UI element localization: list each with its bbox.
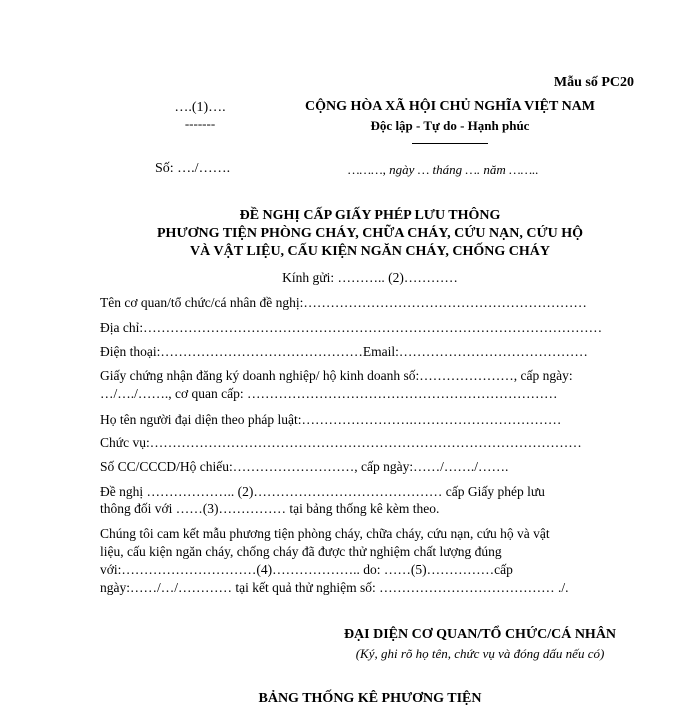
document-title-line-3: VÀ VẬT LIỆU, CẤU KIỆN NGĂN CHÁY, CHỐNG CHÁY [190, 244, 550, 259]
form-code: Mẫu số PC20 [553, 75, 634, 90]
address-field: Địa chỉ:………………………………………………………………………………………… [100, 320, 603, 335]
document-number: Số: …./……. [155, 161, 231, 176]
commitment-line-2: liệu, cấu kiện ngăn cháy, chống cháy đã được thử nghiệm chất lượng đúng [100, 544, 502, 559]
commitment-line-4: ngày:……/…/………… tại kết quả thử nghiệm số: ………………………………… ./. [100, 580, 569, 595]
national-motto: Độc lập - Tự do - Hạnh phúc [370, 118, 530, 133]
phone-email-field: Điện thoại:………………………………………Email:…………………………………… [100, 344, 588, 359]
document-title-line-2: PHƯƠNG TIỆN PHÒNG CHÁY, CHỮA CHÁY, CỨU NẠN, CỨU HỘ [157, 226, 583, 241]
request-line-2: thông đối với ……(3)…………… tại bảng thống kê kèm theo. [100, 501, 440, 516]
issue-date: ………, ngày … tháng …. năm …….. [348, 162, 539, 177]
commitment-line-3: với:…………………………(4)……………….. do: ……(5)……………cấp [100, 562, 513, 577]
business-registration-line-1: Giấy chứng nhận đăng ký doanh nghiệp/ hộ kinh doanh số:…………………, cấp ngày: [100, 368, 573, 383]
business-registration-line-2: …/…./……., cơ quan cấp: …………………………………………………………… [100, 386, 558, 401]
statistics-table-heading: BẢNG THỐNG KÊ PHƯƠNG TIỆN [258, 691, 482, 706]
agency-placeholder: ….(1)…. [174, 100, 226, 115]
id-card-field: Số CC/CCCD/Hộ chiếu:………………………, cấp ngày:……/……./……. [100, 459, 509, 474]
legal-representative-field: Họ tên người đại diện theo pháp luật:…………………….…………………………… [100, 412, 562, 427]
commitment-line-1: Chúng tôi cam kết mẫu phương tiện phòng cháy, chữa cháy, cứu nạn, cứu hộ và vật [100, 526, 550, 541]
recipient-line: Kính gửi: ……….. (2)………… [282, 270, 458, 285]
agency-divider: ------- [184, 116, 216, 131]
signature-title: ĐẠI DIỆN CƠ QUAN/TỔ CHỨC/CÁ NHÂN [343, 627, 617, 642]
position-field: Chức vụ:…………………………………………………………………………………… [100, 435, 582, 450]
motto-underline [412, 143, 488, 144]
applicant-name-field: Tên cơ quan/tổ chức/cá nhân đề nghị:……………………………………………………… [100, 295, 587, 310]
request-line-1: Đề nghị ……………….. (2)…………………………………… cấp Giấy phép lưu [100, 484, 545, 499]
document-title-line-1: ĐỀ NGHỊ CẤP GIẤY PHÉP LƯU THÔNG [239, 208, 501, 223]
national-title: CỘNG HÒA XÃ HỘI CHỦ NGHĨA VIỆT NAM [304, 99, 595, 114]
signature-note: (Ký, ghi rõ họ tên, chức vụ và đóng dấu nếu có) [355, 646, 605, 661]
